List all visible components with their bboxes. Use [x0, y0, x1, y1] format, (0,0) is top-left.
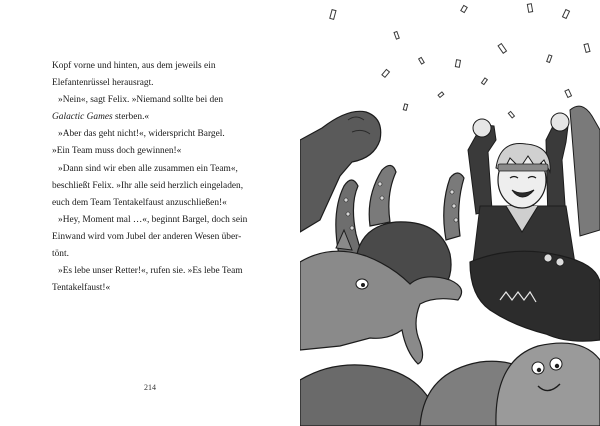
crowd-illustration [300, 0, 600, 426]
text-line: tönt. [52, 249, 69, 260]
boy-head [496, 144, 550, 209]
bottom-blob-left [300, 365, 440, 426]
text-line: beschließt Felix. »Ihr alle seid herzlich eingeladen, [52, 180, 244, 191]
text-line: »Es lebe unser Retter!«, rufen sie. »Es lebe Team [58, 266, 243, 277]
body-text [52, 58, 264, 297]
confetti [330, 4, 590, 118]
text-line-rest: sterben.« [112, 112, 150, 123]
text-line: »Hey, Moment mal …«, beginnt Bargel, doch sein [58, 214, 248, 225]
page-number: 214 [144, 383, 156, 392]
italic-title: Galactic Games [52, 112, 113, 123]
background-arms [570, 106, 600, 236]
text-line: euch dem Team Tentakelfaust anzuschließen!« [52, 197, 227, 208]
right-page [300, 0, 600, 426]
text-line: Kopf vorne und hinten, aus dem jeweils ein [52, 61, 216, 71]
text-line [52, 109, 264, 126]
shark-creature [470, 251, 600, 341]
text-line: »Nein«, sagt Felix. »Niemand sollte bei den [58, 95, 224, 106]
text-line: »Dann sind wir eben alle zusammen ein Team«, [58, 163, 238, 174]
text-line: Elefantenrüssel herausragt. [52, 78, 154, 89]
smiling-blob-creature [496, 343, 600, 426]
text-line: »Aber das geht nicht!«, widerspricht Bargel. [58, 129, 225, 140]
text-line: Einwand wird vom Jubel der anderen Wesen über- [52, 231, 242, 242]
raised-arm-left [468, 126, 496, 214]
headband [498, 164, 548, 171]
text-line: Tentakelfaust!« [52, 283, 111, 294]
tentacle-mid [369, 165, 396, 226]
text-line: »Ein Team muss doch gewinnen!« [52, 146, 182, 157]
